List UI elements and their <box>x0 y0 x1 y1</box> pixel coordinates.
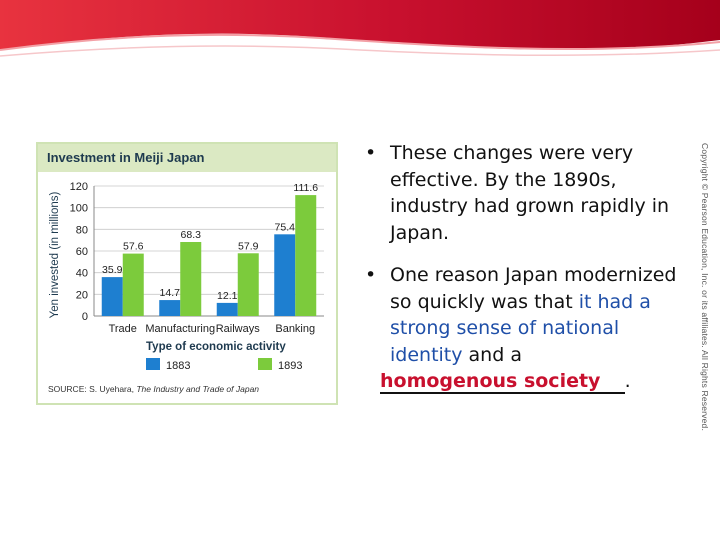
bullet-list <box>365 140 695 411</box>
data-label: 14.7 <box>159 287 180 300</box>
y-tick-label: 60 <box>75 246 88 258</box>
bar-1893-trade <box>123 254 144 316</box>
data-label: 75.4 <box>274 221 295 234</box>
data-label: 111.6 <box>293 182 319 195</box>
y-tick-label: 120 <box>69 181 88 193</box>
source-title: The Industry and Trade of Japan <box>136 384 260 394</box>
bar-1883-banking <box>274 234 295 316</box>
copyright-notice: Copyright © Pearson Education, Inc. or its affiliates. All Rights Reserved. <box>700 143 710 432</box>
bullet-2-text-end: and a <box>462 343 522 366</box>
data-label: 35.9 <box>102 264 123 277</box>
y-axis-title: Yen invested (in millions) <box>49 191 61 319</box>
data-label: 12.1 <box>217 289 238 302</box>
chart-title: Investment in Meiji Japan <box>47 150 205 165</box>
data-label: 57.9 <box>238 240 259 253</box>
y-tick-label: 0 <box>81 311 88 323</box>
bar-chart <box>38 144 336 403</box>
bullet-2-text-start: One reason Japan modernized so quickly was that <box>390 264 677 313</box>
x-tick-label: Manufacturing <box>145 323 216 335</box>
bullet-2-highlight: it had a strong sense of national identity <box>390 290 651 366</box>
source-citation <box>48 384 259 394</box>
source-prefix: SOURCE: S. Uyehara, <box>48 384 137 394</box>
bar-1893-banking <box>295 195 316 316</box>
bullet-1-text: These changes were very effective. By the 1890s, industry had grown rapidly in Japan. <box>390 142 670 244</box>
bullet-item-2 <box>365 262 695 395</box>
x-tick-label: Banking <box>275 323 316 335</box>
bar-1883-railways <box>217 303 238 316</box>
y-tick-label: 80 <box>75 224 88 237</box>
bullet-icon: • <box>365 264 377 286</box>
y-tick-label: 100 <box>69 202 88 215</box>
bar-1893-railways <box>238 253 259 316</box>
chart-figure <box>36 142 338 405</box>
answer-blank <box>380 370 625 394</box>
bar-1883-manufacturing <box>159 300 180 316</box>
bar-1883-trade <box>102 277 123 316</box>
bullet-icon: • <box>365 142 377 164</box>
x-tick-label: Railways <box>215 323 260 335</box>
legend-label-1893: 1893 <box>278 360 303 372</box>
answer-text: homogenous society <box>380 370 601 392</box>
bar-1893-manufacturing <box>180 242 201 316</box>
bullet-item-1 <box>365 140 695 246</box>
data-label: 57.6 <box>123 240 144 253</box>
legend-swatch-1893 <box>258 358 272 370</box>
top-banner <box>0 0 720 62</box>
y-tick-label: 40 <box>75 267 88 280</box>
x-tick-label: Trade <box>108 323 137 335</box>
legend-swatch-1883 <box>146 358 160 370</box>
x-axis-title: Type of economic activity <box>146 341 286 353</box>
answer-period: . <box>624 370 631 392</box>
data-label: 68.3 <box>180 229 201 242</box>
banner-swoosh <box>0 0 720 62</box>
y-tick-label: 20 <box>75 289 88 302</box>
legend-label-1883: 1883 <box>166 360 191 372</box>
